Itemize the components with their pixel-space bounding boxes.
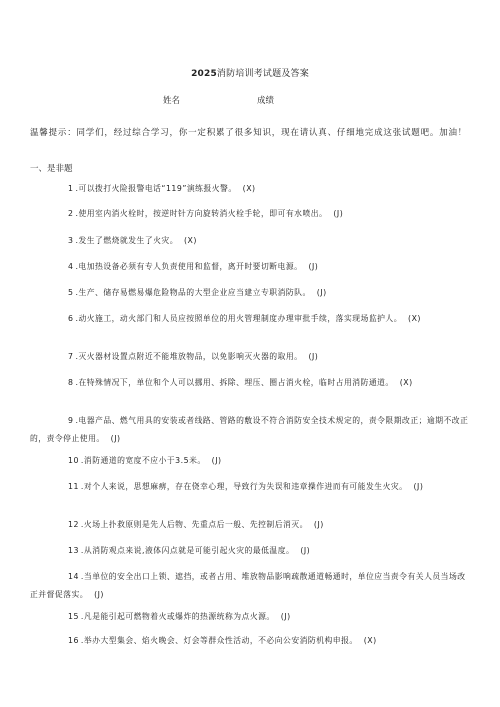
question-item (30, 412, 470, 448)
question-answer: (J) (413, 482, 424, 491)
question-number: 6 (68, 314, 74, 323)
question-text: .凡是能引起可燃物着火或爆炸的热源统称为点火源。 (80, 612, 275, 621)
question-text: .从消防观点来说,液体闪点就是可能引起火灾的最低温度。 (80, 546, 295, 555)
question-number: 9 (68, 416, 74, 425)
question-text: .使用室内消火栓时，按逆时针方向旋转消火栓手轮，即可有水喷出。 (75, 209, 328, 218)
tip-paragraph: 温馨提示：同学们，经过综合学习，你一定积累了很多知识，现在请认真、仔细地完成这张试题吧。加油！ (30, 128, 468, 138)
section-heading: 一、是非题 (30, 164, 73, 174)
page-title (0, 66, 500, 79)
question-text: .当单位的安全出口上锁、遮挡，或者占用、堆放物品影响疏散通道畅通时，单位应当责令有关人员当场改正并督促落实。 (30, 572, 466, 599)
question-text: .动火施工，动火部门和人员应按照单位的用火管理制度办理审批手续，落实现场监护人。 (75, 314, 403, 323)
question-text: .生产、储存易燃易爆危险物品的大型企业应当建立专职消防队。 (75, 288, 311, 297)
question-text: .发生了燃烧就发生了火灾。 (75, 236, 179, 245)
question-item (30, 608, 470, 626)
question-number: 3 (68, 236, 74, 245)
question-text: .在特殊情况下，单位和个人可以挪用、拆除、埋压、圈占消火栓，临时占用消防通道。 (75, 378, 394, 387)
question-answer: (J) (211, 456, 222, 465)
question-item (30, 232, 470, 250)
question-item (30, 284, 470, 302)
question-item (30, 568, 470, 604)
title-text: 消防培训考试题及答案 (216, 69, 309, 79)
question-answer: (J) (300, 546, 311, 555)
question-number: 1 (68, 184, 74, 193)
question-number: 11 (68, 482, 79, 491)
question-item (30, 205, 470, 223)
score-label: 成绩 (257, 96, 275, 106)
question-number: 4 (68, 262, 74, 271)
question-item (30, 452, 470, 470)
question-answer: (J) (280, 612, 291, 621)
question-number: 10 (68, 456, 79, 465)
question-item (30, 310, 470, 328)
question-number: 5 (68, 288, 74, 297)
question-answer: (X) (399, 378, 413, 387)
name-label: 姓名 (163, 96, 181, 106)
question-answer: (J) (333, 209, 344, 218)
question-answer: (X) (242, 184, 256, 193)
question-number: 16 (68, 636, 79, 645)
question-item (30, 374, 470, 392)
question-item (30, 180, 470, 198)
question-item (30, 632, 470, 650)
question-answer: (X) (408, 314, 421, 323)
question-answer: (J) (308, 262, 319, 271)
question-answer: (J) (313, 520, 324, 529)
question-answer: (J) (316, 288, 327, 297)
question-number: 13 (68, 546, 79, 555)
question-number: 7 (68, 352, 74, 361)
question-text: .消防通道的宽度不应小于3.5米。 (80, 456, 206, 465)
question-answer: (J) (110, 434, 121, 443)
question-item (30, 258, 470, 276)
question-answer: (X) (363, 636, 377, 645)
question-text: .灭火器材设置点附近不能堆放物品，以免影响灭火器的取用。 (75, 352, 303, 361)
question-answer: (J) (94, 590, 104, 599)
question-item (30, 478, 470, 496)
question-answer: (J) (308, 352, 319, 361)
question-number: 12 (68, 520, 79, 529)
question-item (30, 516, 470, 534)
question-text: .对个人来说，思想麻痹，存在侥幸心理，导致行为失误和违章操作进而有可能发生火灾。 (80, 482, 408, 491)
question-number: 2 (68, 209, 74, 218)
title-year: 2025 (191, 69, 217, 79)
question-number: 15 (68, 612, 79, 621)
question-text: .电加热设备必须有专人负责使用和监督，离开时要切断电源。 (75, 262, 303, 271)
question-number: 8 (68, 378, 74, 387)
question-answer: (X) (184, 236, 197, 245)
question-item (30, 542, 470, 560)
question-text: .火场上扑救原则是先人后物、先重点后一般、先控制后消灭。 (80, 520, 308, 529)
question-number: 14 (68, 572, 79, 581)
question-text: .可以拨打火险报警电话“119”演练报火警。 (75, 184, 237, 193)
question-text: .电器产品、燃气用具的安装或者线路、管路的敷设不符合消防安全技术规定的，责令限期改正；逾期不改正的，责令停止使用。 (30, 416, 469, 443)
question-text: .举办大型集会、焰火晚会、灯会等群众性活动，不必向公安消防机构申报。 (80, 636, 358, 645)
question-item (30, 348, 470, 366)
